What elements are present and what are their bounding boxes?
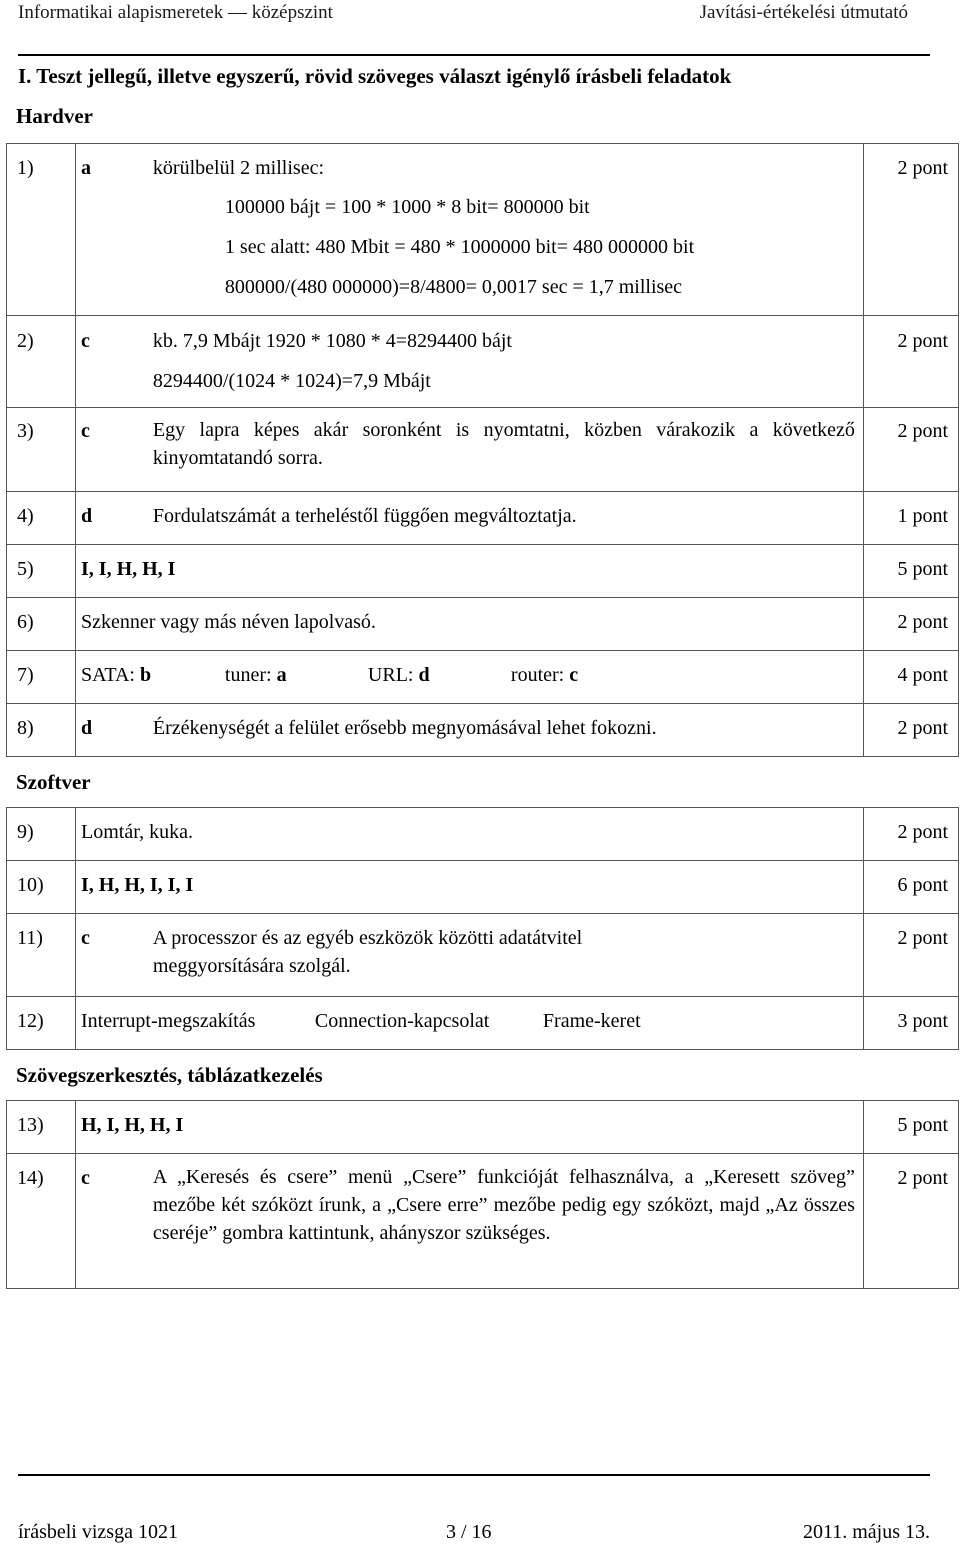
answer-sequence: I, I, H, H, I [81,558,176,580]
points: 2 pont [897,717,948,739]
points: 2 pont [897,1167,948,1189]
footer-page-number: 3 / 16 [446,1521,492,1543]
question-number: 4) [17,505,34,527]
table-row [7,598,959,651]
answer-pair: router: c [510,664,579,686]
answer-text: A „Keresés és csere” menü „Csere” funkcióját felhasználva, a „Keresett szöveg” mezőbe két szóközt írunk, a „Csere erre” mezőbe pedig egy szóközt, majd „Az összes cseréje” gombra kattintunk, ahányszor szükséges. [152,1166,855,1244]
answer-pair: tuner: a [224,664,287,686]
question-number: 10) [17,874,44,896]
answer-text: meggyorsítására szolgál. [152,955,351,977]
question-number: 7) [17,664,34,686]
answer-text: A processzor és az egyéb eszközök közötti adatátvitel [152,927,583,949]
table-row [7,861,959,914]
answer-pair: URL: d [367,664,430,686]
table-row [7,408,959,492]
points: 3 pont [897,1010,948,1032]
question-number: 3) [17,420,34,442]
answer-text: Lomtár, kuka. [81,821,193,843]
answer-text: kb. 7,9 Mbájt 1920 * 1080 * 4=8294400 bájt [152,330,512,352]
answer-term: Interrupt-megszakítás [81,1010,256,1032]
question-number: 12) [17,1010,44,1032]
table-row [7,808,959,861]
section-hardver: Hardver [16,104,93,128]
calc-line: 800000/(480 000000)=8/4800= 0,0017 sec = 1,7 millisec [224,276,683,298]
answer-letter: d [81,505,93,527]
answer-text: Érzékenységét a felület erősebb megnyomásával lehet fokozni. [152,717,657,739]
question-number: 13) [17,1114,44,1136]
answer-sequence: H, I, H, H, I [81,1114,184,1136]
header-rule [18,54,930,56]
question-number: 8) [17,717,34,739]
points: 6 pont [897,874,948,896]
answer-text: körülbelül 2 millisec: [152,157,325,179]
table-row [7,545,959,598]
answer-letter: c [81,1167,90,1189]
points: 2 pont [897,157,948,179]
answer-text: Egy lapra képes akár soronként is nyomtatni, közben várakozik a következő kinyomtatandó sorra. [152,419,855,469]
question-number: 2) [17,330,34,352]
calc-line: 8294400/(1024 * 1024)=7,9 Mbájt [152,370,431,392]
footer-date: 2011. május 13. [802,1521,930,1543]
header-right: Javítási-értékelési útmutató [699,2,908,23]
points: 5 pont [897,558,948,580]
answer-table-szoftver [6,807,959,1050]
table-row [7,144,959,316]
calc-line: 1 sec alatt: 480 Mbit = 480 * 1000000 bit= 480 000000 bit [224,236,695,258]
table-row [7,651,959,704]
answer-term: Frame-keret [542,1010,641,1032]
question-number: 5) [17,558,34,580]
footer-left: írásbeli vizsga 1021 [18,1521,178,1543]
answer-sequence: I, H, H, I, I, I [81,874,194,896]
points: 2 pont [897,330,948,352]
answer-letter: c [81,420,90,442]
footer-rule [18,1474,930,1476]
answer-text: Szkenner vagy más néven lapolvasó. [81,611,376,633]
answer-table-hardver [6,143,959,757]
question-number: 14) [17,1167,44,1189]
answer-pair: SATA: b [81,664,152,686]
table-row [7,316,959,408]
answer-letter: c [81,927,90,949]
table-row [7,1154,959,1289]
answer-letter: c [81,330,90,352]
calc-line: 100000 bájt = 100 * 1000 * 8 bit= 800000 bit [224,196,590,218]
answer-table-szovegszerkesztes [6,1100,959,1289]
answer-text: Fordulatszámát a terheléstől függően megváltoztatja. [152,505,577,527]
table-row [7,997,959,1050]
section-szoftver: Szoftver [16,770,91,794]
question-number: 9) [17,821,34,843]
table-row [7,704,959,757]
points: 2 pont [897,611,948,633]
answer-term: Connection-kapcsolat [314,1010,490,1032]
question-number: 1) [17,157,34,179]
points: 2 pont [897,420,948,442]
section-szovegszerkesztes: Szövegszerkesztés, táblázatkezelés [16,1063,323,1087]
answer-letter: d [81,717,93,739]
page-title: I. Teszt jellegű, illetve egyszerű, rövid szöveges választ igénylő írásbeli feladatok [18,64,732,88]
points: 1 pont [897,505,948,527]
question-number: 6) [17,611,34,633]
points: 5 pont [897,1114,948,1136]
table-row [7,1101,959,1154]
points: 4 pont [897,664,948,686]
question-number: 11) [17,927,43,949]
points: 2 pont [897,927,948,949]
points: 2 pont [897,821,948,843]
answer-letter: a [81,157,91,179]
table-row [7,492,959,545]
table-row [7,914,959,997]
header-left: Informatikai alapismeretek — középszint [18,2,333,23]
